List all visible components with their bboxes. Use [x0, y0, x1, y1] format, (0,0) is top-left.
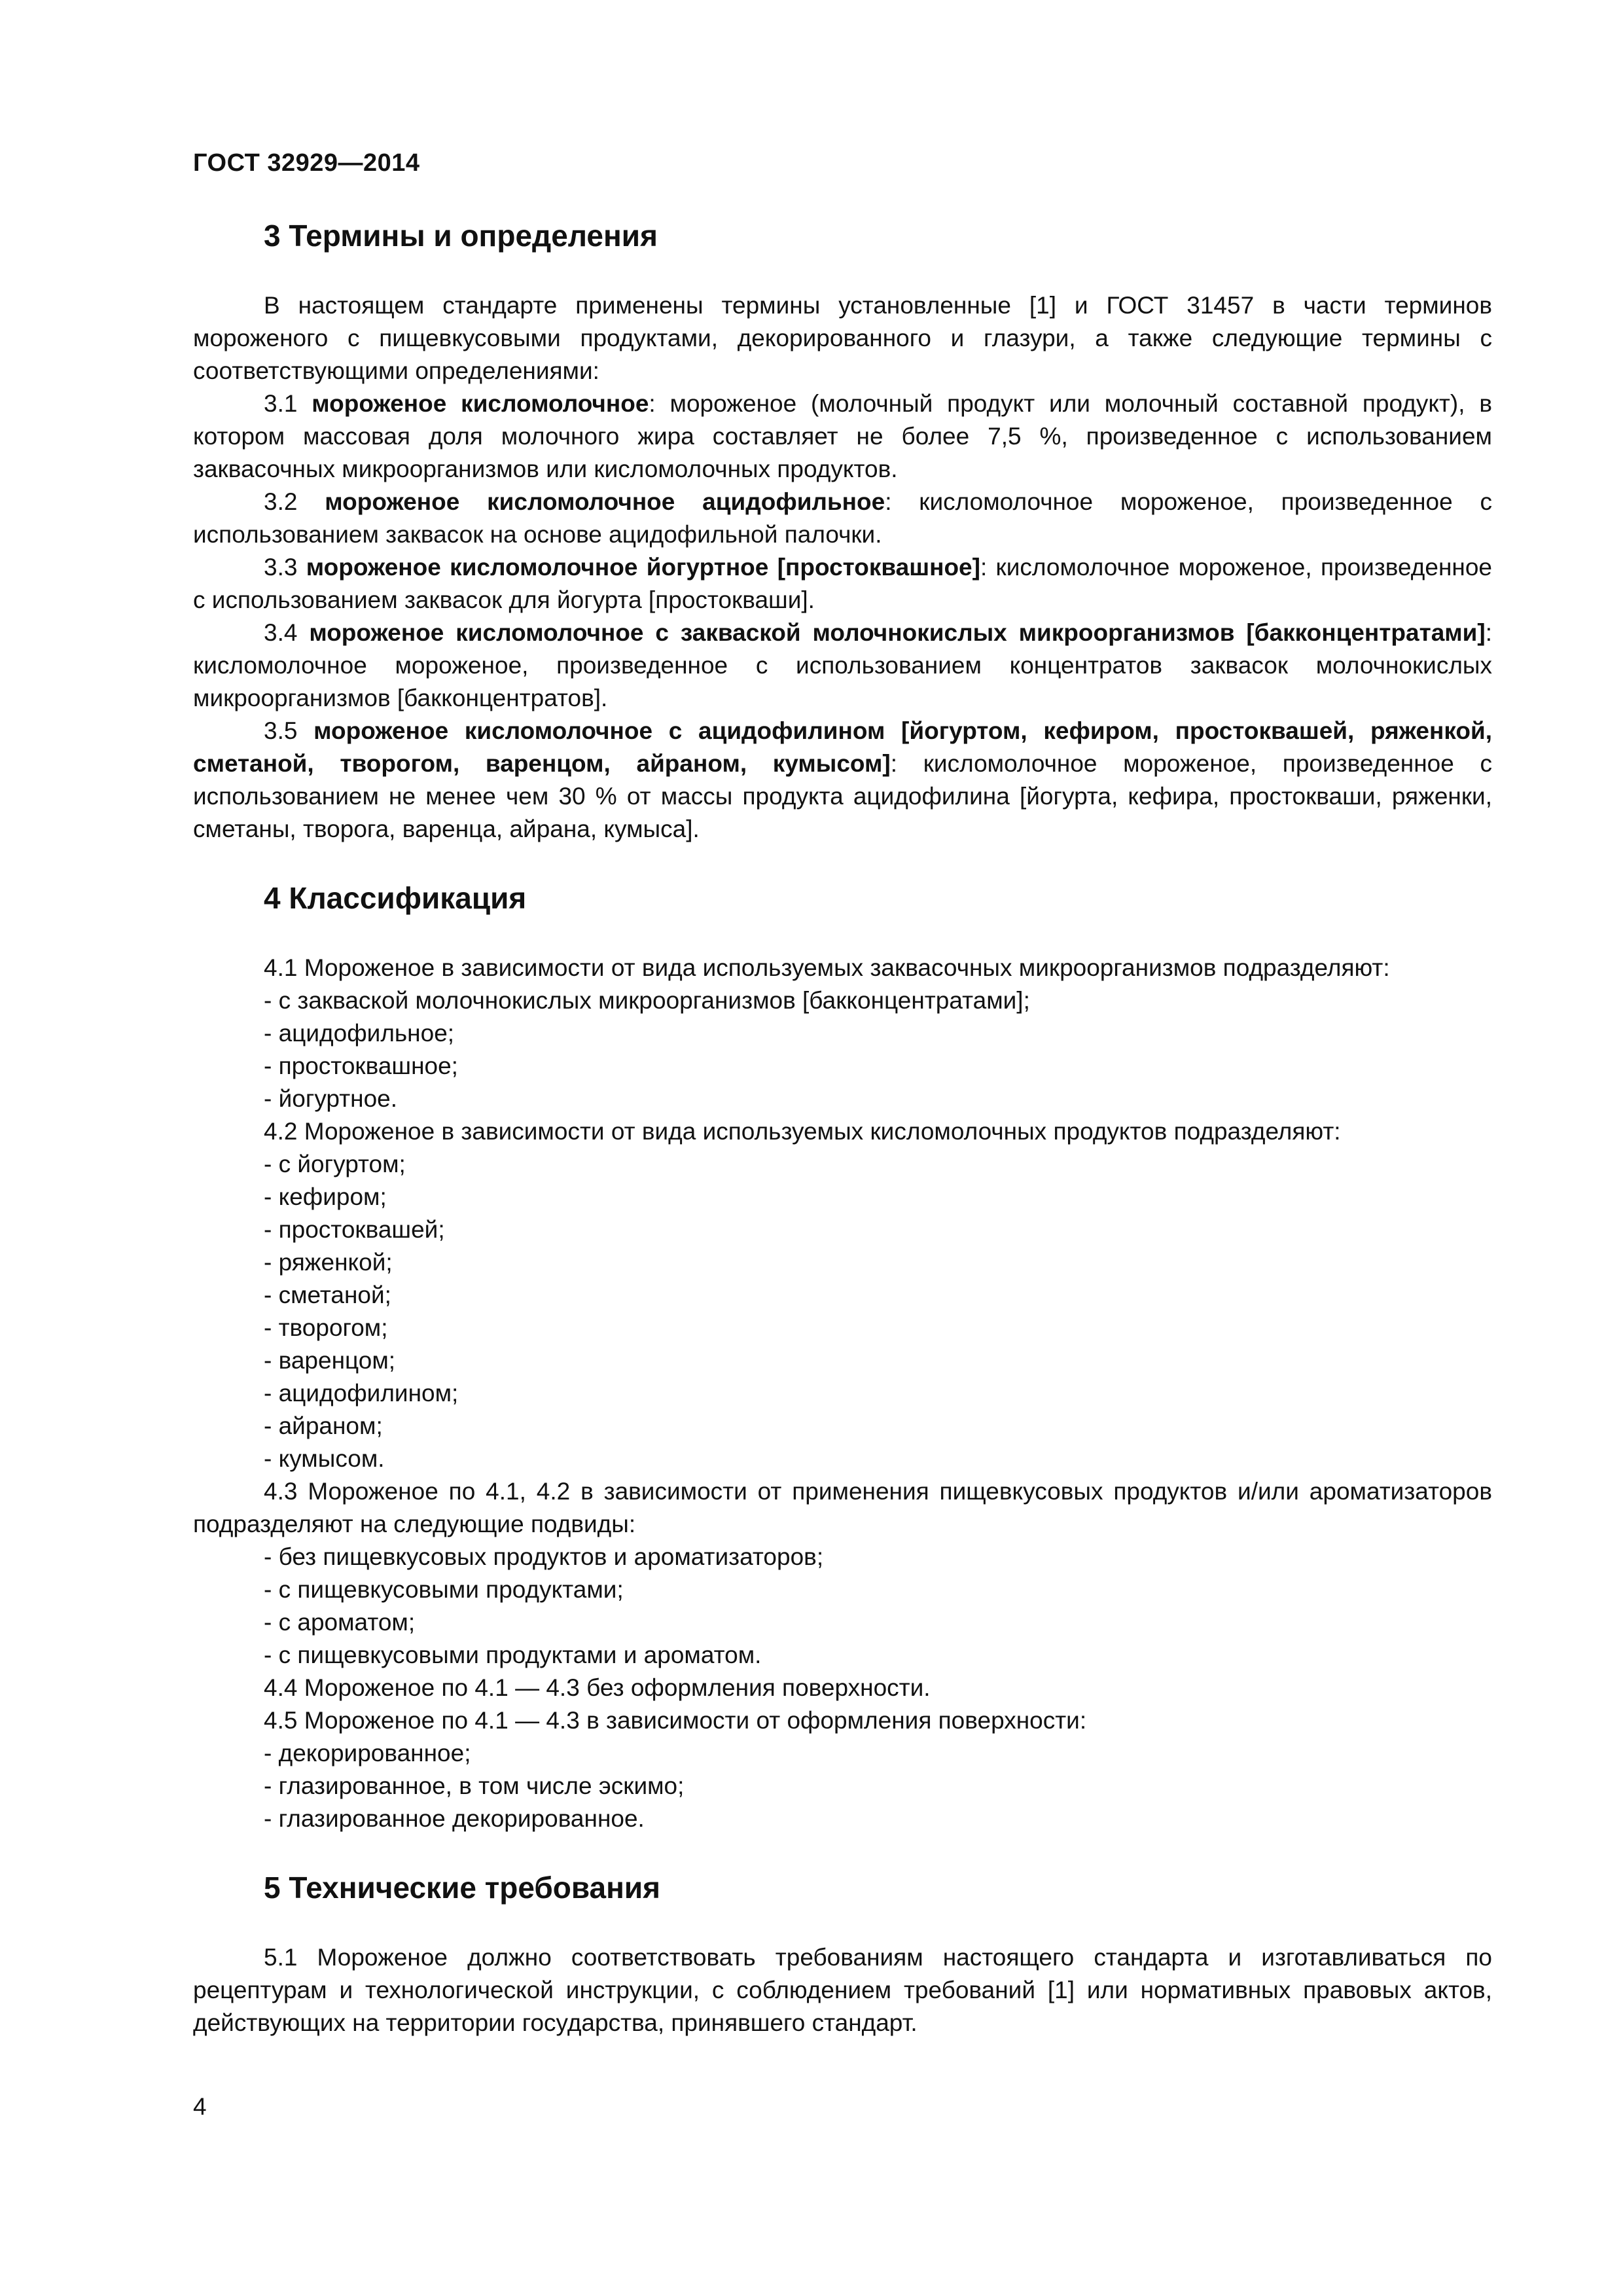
- term-3-5: [193, 715, 1492, 846]
- term-name: мороженое кисломолочное ацидофильное: [325, 488, 885, 515]
- section-3: [193, 216, 1492, 846]
- term-definition: : кисломолочное мороженое, произведенное с использованием заквасок на основе ацидофильной палочки.: [193, 488, 1492, 548]
- list-item: - с пищевкусовыми продуктами и ароматом.: [264, 1641, 762, 1668]
- term-name: мороженое кисломолочное: [312, 390, 649, 417]
- term-definition: : кисломолочное мороженое, произведенное с использованием заквасок для йогурта [простокваши].: [193, 554, 1492, 613]
- paragraph-4-2: 4.2 Мороженое в зависимости от вида используемых кисломолочных продуктов подразделяют:: [264, 1118, 1341, 1145]
- term-number: 3.5: [264, 717, 314, 744]
- term-name: мороженое кисломолочное с ацидофилином [йогуртом, кефиром, простоквашей, ряженкой, сметаной, творогом, варенцом, айраном, кумысом]: [193, 717, 1492, 777]
- document-code: ГОСТ 32929—2014: [193, 149, 420, 177]
- paragraph-4-3: 4.3 Мороженое по 4.1, 4.2 в зависимости от применения пищевкусовых продуктов и/или ароматизаторов подразделяют на следующие подвиды:: [193, 1478, 1492, 1537]
- list-item: - айраном;: [264, 1412, 383, 1439]
- term-definition: : кисломолочное мороженое, произведенное с использованием концентратов заквасок молочнокислых микроорганизмов [бакконцентратов].: [193, 619, 1492, 711]
- paragraph-5-1: 5.1 Мороженое должно соответствовать требованиям настоящего стандарта и изготавливаться по рецептурам и технологической инструкции, с соблюдением требований [1] или нормативных правовых актов, действующих на территории государства, принявшего стандарт.: [193, 1944, 1492, 2036]
- paragraph-4-1: 4.1 Мороженое в зависимости от вида используемых заквасочных микроорганизмов подразделяют:: [264, 954, 1390, 981]
- list-item: - глазированное, в том числе эскимо;: [264, 1772, 685, 1799]
- list-item: - с закваской молочнокислых микроорганизмов [бакконцентратами];: [264, 987, 1030, 1014]
- term-3-3: [193, 551, 1492, 617]
- term-number: 3.1: [264, 390, 312, 417]
- list-item: - йогуртное.: [264, 1085, 398, 1112]
- document-body: [193, 216, 1492, 2072]
- term-number: 3.3: [264, 554, 306, 581]
- section-4-title: 4 Классификация: [264, 881, 527, 915]
- list-item: - ацидофильное;: [264, 1020, 455, 1047]
- section-3-intro: В настоящем стандарте применены термины установленные [1] и ГОСТ 31457 в части терминов мороженого с пищевкусовыми продуктами, декорированного и глазури, а также следующие термины с соответствующими определениями:: [193, 292, 1492, 384]
- list-item: - с йогуртом;: [264, 1151, 406, 1177]
- term-3-4: [193, 617, 1492, 715]
- term-name: мороженое кисломолочное йогуртное [простоквашное]: [306, 554, 980, 581]
- page-number: 4: [193, 2093, 207, 2120]
- section-4: [193, 878, 1492, 1835]
- list-item: - ацидофилином;: [264, 1380, 459, 1407]
- list-item: - творогом;: [264, 1314, 388, 1341]
- paragraph-4-5: 4.5 Мороженое по 4.1 — 4.3 в зависимости от оформления поверхности:: [264, 1707, 1087, 1734]
- term-name: мороженое кисломолочное с закваской молочнокислых микроорганизмов [бакконцентратами]: [309, 619, 1486, 646]
- term-3-2: [193, 486, 1492, 551]
- term-number: 3.4: [264, 619, 310, 646]
- term-number: 3.2: [264, 488, 325, 515]
- list-item: - с пищевкусовыми продуктами;: [264, 1576, 624, 1603]
- list-item: - без пищевкусовых продуктов и ароматизаторов;: [264, 1543, 824, 1570]
- list-item: - простоквашное;: [264, 1052, 458, 1079]
- list-item: - кумысом.: [264, 1445, 385, 1472]
- list-item: - ряженкой;: [264, 1249, 393, 1276]
- list-item: - глазированное декорированное.: [264, 1805, 645, 1832]
- list-item: - кефиром;: [264, 1183, 387, 1210]
- term-definition: : кисломолочное мороженое, произведенное с использованием не менее чем 30 % от массы продукта ацидофилина [йогурта, кефира, простокваши, ряженки, сметаны, творога, варенца, айрана, кумыса].: [193, 750, 1492, 842]
- term-3-1: [193, 387, 1492, 486]
- section-5: [193, 1868, 1492, 2039]
- paragraph-4-4: 4.4 Мороженое по 4.1 — 4.3 без оформления поверхности.: [264, 1674, 931, 1701]
- list-item: - с ароматом;: [264, 1609, 416, 1636]
- section-3-title: 3 Термины и определения: [264, 219, 658, 253]
- term-definition: : мороженое (молочный продукт или молочный составной продукт), в котором массовая доля молочного жира составляет не более 7,5 %, произведенное с использованием заквасочных микроорганизмов или кисломолочных продуктов.: [193, 390, 1492, 482]
- list-item: - варенцом;: [264, 1347, 396, 1374]
- list-item: - сметаной;: [264, 1282, 391, 1308]
- list-item: - декорированное;: [264, 1740, 471, 1767]
- list-item: - простоквашей;: [264, 1216, 445, 1243]
- section-5-title: 5 Технические требования: [264, 1871, 660, 1905]
